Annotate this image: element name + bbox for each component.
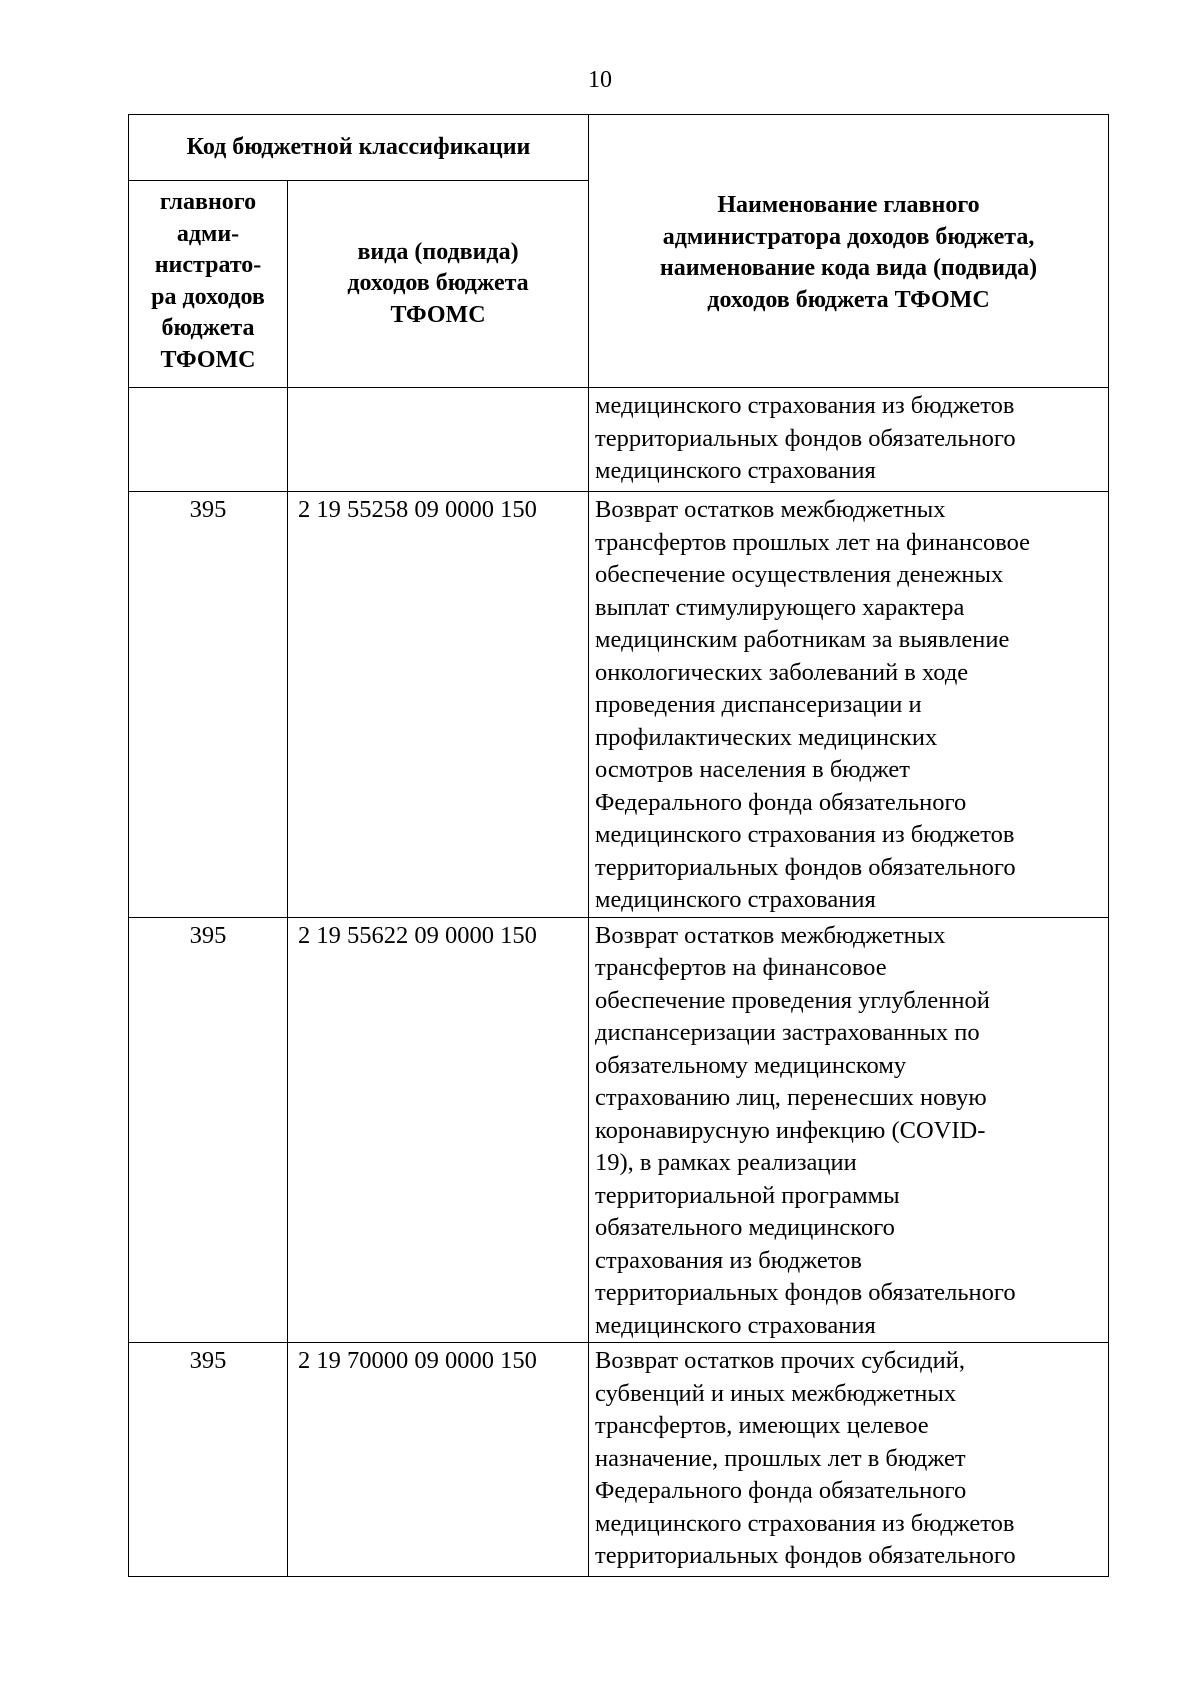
description-cell (589, 388, 1109, 492)
header-administrator-name (589, 115, 1109, 388)
page-number: 10 (588, 67, 612, 93)
description-cell (589, 492, 1109, 918)
description-line: медицинского страхования из бюджетов (595, 1509, 1015, 1537)
description-line: страхования из бюджетов (595, 1246, 862, 1274)
description-line: территориальных фондов обязательного (595, 1542, 1016, 1569)
header-admin-line: адми- (176, 220, 240, 247)
description-line: коронавирусную инфекцию (COVID- (595, 1116, 986, 1144)
header-income-kind (288, 181, 589, 388)
description-line: проведения диспансеризации и (595, 691, 922, 718)
description-line: Возврат остатков межбюджетных (595, 921, 946, 949)
table-row (129, 388, 1109, 492)
description-line: диспансеризации застрахованных по (595, 1019, 980, 1046)
description-cell (589, 917, 1109, 1343)
description-line: назначение, прошлых лет в бюджет (595, 1444, 966, 1472)
header-budget-classification-code: Код бюджетной классификации (129, 115, 589, 181)
admin-code-cell: 395 (129, 917, 288, 1343)
header-name-line: Наименование главного (717, 192, 980, 218)
description-line: медицинского страхования из бюджетов (595, 392, 1015, 419)
header-admin-line: ТФОМС (160, 346, 256, 373)
admin-code-cell: 395 (129, 492, 288, 918)
header-admin-line: главного (159, 189, 257, 215)
description-line: медицинского страхования из бюджетов (595, 821, 1015, 848)
description-line: обеспечение проведения углубленной (595, 986, 990, 1014)
budget-classification-table (128, 114, 1109, 1577)
description-line: Федерального фонда обязательного (595, 1477, 967, 1504)
description-line: медицинского страхования (595, 886, 876, 913)
income-code-cell (288, 388, 589, 492)
description-line: обязательному медицинскому (595, 1051, 907, 1079)
description-line: Возврат остатков прочих субсидий, (595, 1347, 965, 1374)
description-line: Возврат остатков межбюджетных (595, 496, 946, 523)
header-name-line: администратора доходов бюджета, (662, 223, 1035, 250)
table-row (129, 917, 1109, 1343)
header-kind-line: ТФОМС (390, 301, 486, 328)
description-line: медицинским работникам за выявление (595, 626, 1010, 653)
description-line: Федерального фонда обязательного (595, 788, 967, 816)
description-line: трансфертов прошлых лет на финансовое (595, 528, 1031, 556)
admin-code-cell (129, 388, 288, 492)
description-line: субвенций и иных межбюджетных (595, 1379, 957, 1407)
header-name-line: доходов бюджета ТФОМС (707, 286, 990, 313)
description-line: медицинского страхования (595, 457, 876, 484)
header-admin-line: нистрато- (154, 252, 262, 278)
description-line: медицинского страхования (595, 1311, 876, 1339)
income-code-cell: 2 19 55622 09 0000 150 (288, 917, 589, 1343)
header-kind-line: вида (подвида) (357, 238, 519, 265)
description-line: онкологических заболеваний в ходе (595, 658, 969, 686)
header-main-administrator (129, 181, 288, 388)
header-admin-line: бюджета (161, 315, 255, 341)
header-admin-line: ра доходов (151, 283, 265, 310)
description-line: территориальных фондов обязательного (595, 1279, 1016, 1306)
description-line: территориальных фондов обязательного (595, 853, 1016, 881)
header-kind-line: доходов бюджета (347, 270, 529, 297)
description-cell (589, 1343, 1109, 1577)
description-line: страхованию лиц, перенесших новую (595, 1084, 987, 1111)
admin-code-cell: 395 (129, 1343, 288, 1577)
description-line: трансфертов на финансовое (595, 954, 887, 981)
income-code-cell: 2 19 55258 09 0000 150 (288, 492, 589, 918)
description-line: обязательного медицинского (595, 1214, 895, 1241)
description-line: выплат стимулирующего характера (595, 593, 965, 621)
table-row (129, 1343, 1109, 1577)
income-code-cell: 2 19 70000 09 0000 150 (288, 1343, 589, 1577)
description-line: осмотров населения в бюджет (595, 756, 910, 783)
header-name-line: наименование кода вида (подвида) (659, 255, 1038, 281)
header-row-1 (129, 115, 1109, 181)
table-row (129, 492, 1109, 918)
description-line: трансфертов, имеющих целевое (595, 1412, 929, 1439)
description-line: профилактических медицинских (595, 723, 938, 751)
description-line: территориальной программы (595, 1181, 900, 1209)
description-line: 19), в рамках реализации (595, 1149, 857, 1176)
description-line: обеспечение осуществления денежных (595, 561, 1004, 588)
description-line: территориальных фондов обязательного (595, 424, 1016, 452)
